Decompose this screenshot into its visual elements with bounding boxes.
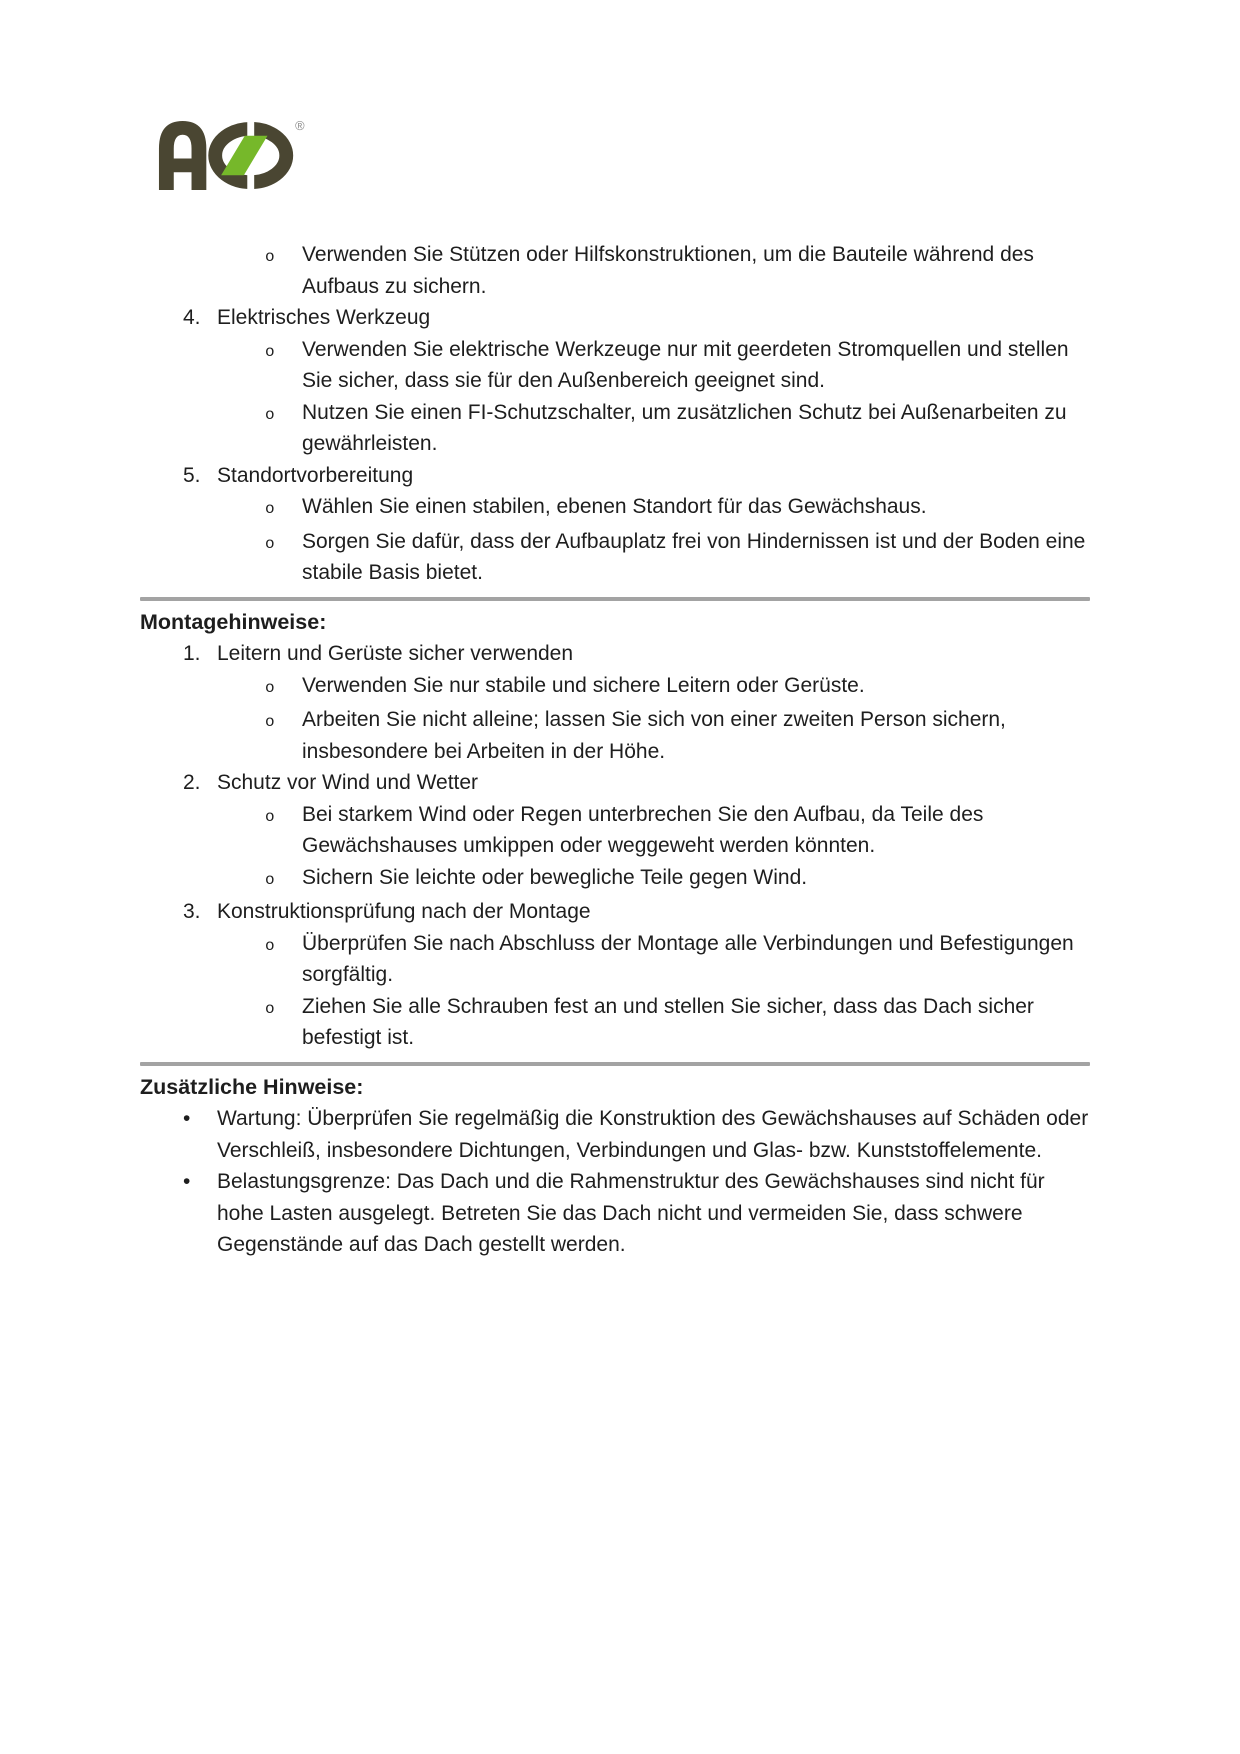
sub-bullet-text: Arbeiten Sie nicht alleine; lassen Sie sich von einer zweiten Person sichern, insbesondere bei Arbeiten in der Höhe. [302,708,1006,763]
numbered-item-title: Konstruktionsprüfung nach der Montage [217,900,591,923]
circle-bullet-marker: o [265,500,275,518]
dot-bullet-marker: • [183,1170,191,1193]
section-divider [140,597,1090,601]
document-content [140,239,1090,1261]
bullet-text: Wartung: Überprüfen Sie regelmäßig die Konstruktion des Gewächshauses auf Schäden oder Verschleiß, insbesondere Dichtungen, Verbindungen und Glas- bzw. Kunststoffelemente. [217,1107,1089,1162]
sub-bullet-item [140,799,1090,862]
sub-bullet-text: Wählen Sie einen stabilen, ebenen Standort für das Gewächshaus. [302,495,927,518]
acd-logo [156,117,306,194]
acd-logo-graphic [156,117,306,194]
sub-bullet-item [140,862,1090,897]
number-marker: 1. [183,642,201,665]
dot-bullet-marker: • [183,1107,191,1130]
number-marker: 4. [183,306,201,329]
sub-bullet-item [140,704,1090,767]
sub-bullet-item [140,928,1090,991]
circle-bullet-marker: o [265,342,275,361]
numbered-item-title: Standortvorbereitung [217,463,414,487]
numbered-item-title: Schutz vor Wind und Wetter [217,771,479,794]
sub-bullet-text: Ziehen Sie alle Schrauben fest an und stellen Sie sicher, dass das Dach sicher befestigt ist. [302,994,1034,1049]
sub-bullet-item [140,526,1090,589]
numbered-item-title: Leitern und Gerüste sicher verwenden [217,642,574,665]
number-marker: 5. [183,463,201,487]
logo-registered-mark: ® [295,117,305,133]
sub-bullet-text: Bei starkem Wind oder Regen unterbrechen Sie den Aufbau, da Teile des Gewächshauses umkippen oder weggeweht werden könnten. [302,802,984,857]
circle-bullet-marker: o [265,248,275,266]
number-marker: 2. [183,771,201,794]
numbered-item [140,767,1090,799]
section-heading-zusaetzliche-hinweise: Zusätzliche Hinweise: [140,1074,364,1099]
safety-list-continued [140,239,1090,589]
sub-bullet-text: Nutzen Sie einen FI-Schutzschalter, um zusätzlichen Schutz bei Außenarbeiten zu gewährleisten. [302,400,1067,455]
sub-bullet-item [140,239,1090,302]
numbered-item [140,638,1090,670]
logo-letter-a [159,121,206,190]
sub-bullet-text: Verwenden Sie elektrische Werkzeuge nur mit geerdeten Stromquellen und stellen Sie sicher, dass sie für den Außenbereich geeignet sind. [302,337,1069,392]
bullet-text: Belastungsgrenze: Das Dach und die Rahmenstruktur des Gewächshauses sind nicht für hohe Lasten ausgelegt. Betreten Sie das Dach nicht und vermeiden Sie, dass schwere Gegenstände auf das Dach gestellt werden. [217,1170,1045,1256]
circle-bullet-marker: o [265,678,275,697]
sub-bullet-text: Überprüfen Sie nach Abschluss der Montage alle Verbindungen und Befestigungen sorgfältig. [302,931,1074,986]
additional-list [140,1103,1090,1261]
sub-bullet-item [140,991,1090,1054]
sub-bullet-item [140,334,1090,397]
numbered-item-title: Elektrisches Werkzeug [217,306,431,329]
numbered-item [140,460,1090,492]
sub-bullet-text: Verwenden Sie Stützen oder Hilfskonstruktionen, um die Bauteile während des Aufbaus zu sichern. [302,243,1034,298]
section-heading-montagehinweise: Montagehinweise: [140,609,327,634]
section-divider [140,1062,1090,1066]
bullet-item [140,1166,1090,1261]
circle-bullet-marker: o [265,405,275,424]
sub-bullet-text: Sichern Sie leichte oder bewegliche Teile gegen Wind. [302,865,808,889]
sub-bullet-text: Verwenden Sie nur stabile und sichere Leitern oder Gerüste. [302,673,865,697]
circle-bullet-marker: o [265,870,275,889]
numbered-item [140,302,1090,334]
montage-list [140,638,1090,1054]
circle-bullet-marker: o [265,936,275,955]
sub-bullet-text: Sorgen Sie dafür, dass der Aufbauplatz frei von Hindernissen ist und der Boden eine stabile Basis bietet. [302,529,1086,584]
circle-bullet-marker: o [265,999,275,1018]
numbered-item [140,896,1090,928]
bullet-item [140,1103,1090,1166]
circle-bullet-marker: o [265,534,275,553]
sub-bullet-item [140,397,1090,460]
circle-bullet-marker: o [265,807,275,826]
sub-bullet-item [140,491,1090,526]
sub-bullet-item [140,670,1090,705]
number-marker: 3. [183,900,201,923]
circle-bullet-marker: o [265,713,275,731]
